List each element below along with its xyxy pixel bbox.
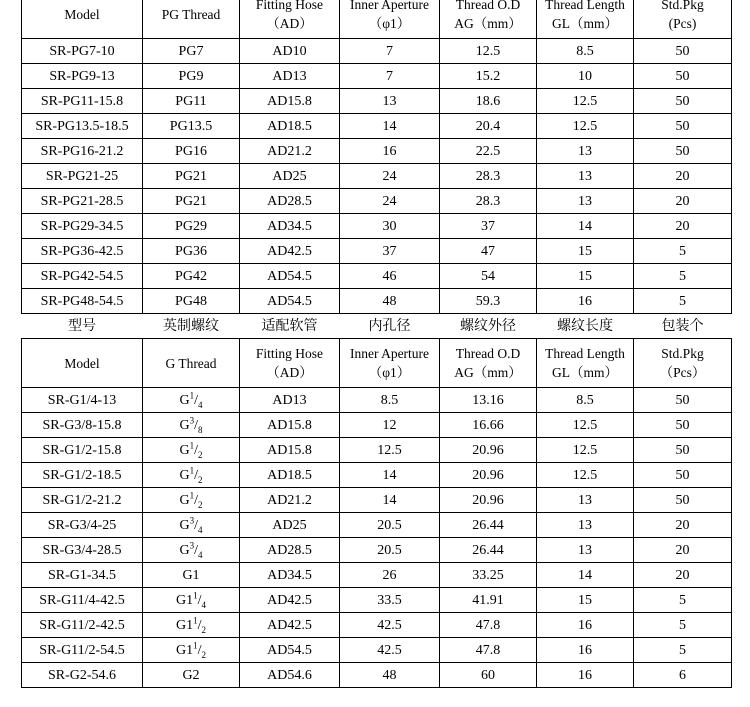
header-cell [634,0,732,39]
inner-aperture-cell: 33.5 [340,588,440,613]
table-cell: SR-PG7-10 [22,39,143,64]
g-thread-denominator: 8 [198,424,203,435]
std-pkg-cell: 50 [634,488,732,513]
header-cell [537,0,634,39]
header-line-2: GL（mm） [552,365,618,380]
thread-od-cell: 47.8 [440,613,537,638]
table-cell: PG7 [143,39,240,64]
header-cell [440,339,537,388]
thread-od-cell: 33.25 [440,563,537,588]
hose-cell: AD54.6 [240,663,340,688]
thread-length-cell: 15 [537,588,634,613]
header-line-1: Thread Length [545,0,625,12]
thread-od-cell: 60 [440,663,537,688]
table-cell: PG29 [143,214,240,239]
g-thread-cell [143,438,240,463]
g-thread-cell [143,488,240,513]
table-row [22,588,732,613]
table-cell: SR-PG9-13 [22,64,143,89]
model-cell: SR-G11/2-54.5 [22,638,143,663]
header-line-1: Fitting Hose [255,346,324,361]
table-cell: 50 [634,114,732,139]
g-thread-base: G [179,542,190,558]
chinese-header-cell: 适配软管 [240,314,340,339]
fraction-slash: / [194,417,198,433]
inner-aperture-cell: 42.5 [340,638,440,663]
table-row [22,438,732,463]
g-thread-base: G [179,392,190,408]
chinese-header-row [22,314,732,339]
g-thread-cell [143,588,240,613]
g-thread-numerator: 1 [193,589,198,600]
g-thread-cell [143,463,240,488]
table-cell: SR-PG42-54.5 [22,264,143,289]
table-cell: PG36 [143,239,240,264]
table-row [22,39,732,64]
table-cell: 24 [340,189,440,214]
g-thread-denominator: 4 [198,399,203,410]
header-line-1: Model [64,6,100,22]
table-row [22,139,732,164]
g-thread-base: G [179,467,190,483]
header-line-2: （φ1） [368,16,411,31]
table-cell: SR-PG11-15.8 [22,89,143,114]
table-cell: 12.5 [537,89,634,114]
table-cell: 30 [340,214,440,239]
model-cell: SR-G3/4-28.5 [22,538,143,563]
table-cell: PG21 [143,164,240,189]
thread-length-cell: 16 [537,638,634,663]
header-line-1: Fitting Hose [255,0,324,12]
header-line-2: （φ1） [368,365,411,380]
std-pkg-cell: 5 [634,613,732,638]
thread-length-cell: 13 [537,538,634,563]
table-cell: SR-PG16-21.2 [22,139,143,164]
table-cell: AD15.8 [240,89,340,114]
table-cell: PG16 [143,139,240,164]
table-row [22,189,732,214]
g-thread-base: G [179,442,190,458]
pg-table-header-row [22,0,732,39]
std-pkg-cell: 50 [634,388,732,413]
g-thread-denominator: 4 [201,599,206,610]
table-row [22,613,732,638]
table-cell: PG13.5 [143,114,240,139]
hose-cell: AD21.2 [240,488,340,513]
header-cell [440,0,537,39]
table-row [22,89,732,114]
table-cell: 15 [537,239,634,264]
table-row [22,264,732,289]
table-cell: PG21 [143,189,240,214]
model-cell: SR-G1-34.5 [22,563,143,588]
table-cell: 37 [340,239,440,264]
g-thread-denominator: 4 [198,524,203,535]
table-cell: 7 [340,64,440,89]
inner-aperture-cell: 12.5 [340,438,440,463]
header-line-1: PG Thread [161,6,221,22]
g-thread-denominator: 4 [198,549,203,560]
table-cell: SR-PG13.5-18.5 [22,114,143,139]
table-row [22,289,732,314]
g-thread-numerator: 1 [189,489,195,500]
table-cell: PG42 [143,264,240,289]
g-thread-cell [143,638,240,663]
g-thread-base: G [179,492,190,508]
std-pkg-cell: 50 [634,463,732,488]
g-thread-numerator: 1 [189,439,195,450]
g-thread-cell [143,563,240,588]
table-row [22,388,732,413]
table-cell: SR-PG29-34.5 [22,214,143,239]
model-cell: SR-G1/2-15.8 [22,438,143,463]
table-cell: 16 [537,289,634,314]
thread-od-cell: 20.96 [440,438,537,463]
header-cell [537,339,634,388]
thread-od-cell: 16.66 [440,413,537,438]
g-thread-numerator: 1 [189,389,195,400]
g-thread-denominator: 2 [198,449,203,460]
model-cell: SR-G2-54.6 [22,663,143,688]
thread-length-cell: 13 [537,488,634,513]
inner-aperture-cell: 48 [340,663,440,688]
hose-cell: AD15.8 [240,413,340,438]
table-cell: AD28.5 [240,189,340,214]
thread-od-cell: 41.91 [440,588,537,613]
table-cell: SR-PG21-28.5 [22,189,143,214]
header-line-1: Std.Pkg [661,0,704,12]
table-cell: SR-PG36-42.5 [22,239,143,264]
inner-aperture-cell: 8.5 [340,388,440,413]
g-thread-cell [143,388,240,413]
thread-od-cell: 20.96 [440,463,537,488]
header-line-2: (Pcs) [668,16,697,31]
std-pkg-cell: 50 [634,413,732,438]
std-pkg-cell: 5 [634,638,732,663]
thread-od-cell: 47.8 [440,638,537,663]
header-line-1: Thread Length [545,346,625,361]
table-row [22,413,732,438]
g-thread-numerator: 1 [193,639,198,650]
fraction-slash: / [194,492,198,508]
header-cell [22,0,143,39]
header-cell [240,339,340,388]
hose-cell: AD15.8 [240,438,340,463]
g-thread-base: G1 [182,567,200,583]
model-cell: SR-G1/4-13 [22,388,143,413]
table-cell: 47 [440,239,537,264]
table-cell: PG48 [143,289,240,314]
table-cell: AD42.5 [240,239,340,264]
table-row [22,538,732,563]
header-line-1: G Thread [165,355,217,371]
g-thread-numerator: 3 [189,514,195,525]
hose-cell: AD34.5 [240,563,340,588]
thread-length-cell: 13 [537,513,634,538]
g-thread-cell [143,613,240,638]
header-line-1: Inner Aperture [349,346,430,361]
chinese-header-cell: 英制螺纹 [143,314,240,339]
header-line-2: （Pcs） [659,365,706,380]
header-line-2: GL（mm） [552,16,618,31]
g-thread-numerator: 3 [189,414,195,425]
header-cell [634,339,732,388]
table-cell: 50 [634,64,732,89]
header-line-1: Thread O.D [455,0,521,12]
table-cell: 50 [634,39,732,64]
header-line-2: （AD） [266,16,313,31]
model-cell: SR-G1/2-18.5 [22,463,143,488]
table-row [22,638,732,663]
header-line-2: （AD） [266,365,313,380]
std-pkg-cell: 50 [634,438,732,463]
table-cell: SR-PG21-25 [22,164,143,189]
fraction-slash: / [194,517,198,533]
g-thread-denominator: 2 [198,474,203,485]
thread-od-cell: 26.44 [440,538,537,563]
table-row [22,488,732,513]
thread-length-cell: 8.5 [537,388,634,413]
table-cell: 16 [340,139,440,164]
table-cell: AD25 [240,164,340,189]
header-line-1: Model [64,355,100,371]
chinese-header-cell: 内孔径 [340,314,440,339]
g-thread-base: G2 [182,667,200,683]
hose-cell: AD42.5 [240,588,340,613]
table-cell: 5 [634,264,732,289]
table-cell: PG11 [143,89,240,114]
table-cell: 14 [340,114,440,139]
table-cell: AD34.5 [240,214,340,239]
inner-aperture-cell: 12 [340,413,440,438]
g-thread-cell [143,538,240,563]
table-cell: 13 [537,189,634,214]
header-line-2: AG（mm） [454,365,522,380]
hose-cell: AD18.5 [240,463,340,488]
thread-length-cell: 16 [537,613,634,638]
std-pkg-cell: 6 [634,663,732,688]
table-cell: 59.3 [440,289,537,314]
g-thread-cell [143,413,240,438]
header-line-1: Inner Aperture [349,0,430,12]
chinese-header-cell: 螺纹长度 [537,314,634,339]
table-cell: 10 [537,64,634,89]
header-cell [340,0,440,39]
g-thread-cell [143,663,240,688]
thread-length-cell: 12.5 [537,413,634,438]
table-cell: SR-PG48-54.5 [22,289,143,314]
model-cell: SR-G11/2-42.5 [22,613,143,638]
header-line-1: Std.Pkg [661,346,704,361]
table-cell: 22.5 [440,139,537,164]
table-cell: 14 [537,214,634,239]
table-cell: 28.3 [440,189,537,214]
g-thread-base: G1 [175,642,194,658]
fraction-slash: / [197,592,202,608]
table-row [22,239,732,264]
header-line-2: AG（mm） [454,16,522,31]
std-pkg-cell: 20 [634,538,732,563]
std-pkg-cell: 5 [634,588,732,613]
g-thread-base: G1 [175,592,194,608]
g-thread-numerator: 1 [189,464,195,475]
g-thread-base: G [179,517,190,533]
chinese-header-cell: 包装个 [634,314,732,339]
table-cell: AD13 [240,64,340,89]
table-cell: 13 [340,89,440,114]
table-cell: 7 [340,39,440,64]
table-row [22,164,732,189]
table-cell: 54 [440,264,537,289]
g-thread-denominator: 2 [201,649,206,660]
table-row [22,114,732,139]
hose-cell: AD42.5 [240,613,340,638]
header-cell [22,339,143,388]
thread-length-cell: 14 [537,563,634,588]
table-cell: 13 [537,164,634,189]
table-cell: 20 [634,164,732,189]
thread-od-cell: 26.44 [440,513,537,538]
fraction-slash: / [197,642,202,658]
fraction-slash: / [194,442,198,458]
table-cell: AD10 [240,39,340,64]
table-cell: PG9 [143,64,240,89]
inner-aperture-cell: 20.5 [340,538,440,563]
table-cell: 12.5 [440,39,537,64]
fraction-slash: / [194,467,198,483]
thread-length-cell: 12.5 [537,438,634,463]
table-row [22,214,732,239]
g-thread-denominator: 2 [198,499,203,510]
table-cell: 20.4 [440,114,537,139]
hose-cell: AD54.5 [240,638,340,663]
model-cell: SR-G3/8-15.8 [22,413,143,438]
header-cell [143,339,240,388]
table-cell: 18.6 [440,89,537,114]
table-cell: 46 [340,264,440,289]
table-cell: 15 [537,264,634,289]
model-cell: SR-G1/2-21.2 [22,488,143,513]
table-cell: 48 [340,289,440,314]
table-cell: 20 [634,214,732,239]
table-cell: 37 [440,214,537,239]
header-cell [340,339,440,388]
chinese-header-cell: 螺纹外径 [440,314,537,339]
g-thread-denominator: 2 [201,624,206,635]
thread-length-cell: 12.5 [537,463,634,488]
table-cell: 50 [634,139,732,164]
table-row [22,663,732,688]
table-cell: AD21.2 [240,139,340,164]
table-row [22,563,732,588]
inner-aperture-cell: 42.5 [340,613,440,638]
header-cell [240,0,340,39]
table-cell: 20 [634,189,732,214]
table-cell: AD54.5 [240,289,340,314]
table-cell: 24 [340,164,440,189]
table-row [22,64,732,89]
std-pkg-cell: 20 [634,513,732,538]
g-thread-base: G1 [175,617,194,633]
spec-table [21,0,732,688]
table-cell: 5 [634,289,732,314]
table-cell: 13 [537,139,634,164]
hose-cell: AD13 [240,388,340,413]
table-cell: 8.5 [537,39,634,64]
g-thread-numerator: 1 [193,614,198,625]
thread-od-cell: 20.96 [440,488,537,513]
table-cell: 50 [634,89,732,114]
table-cell: AD18.5 [240,114,340,139]
table-cell: 28.3 [440,164,537,189]
hose-cell: AD28.5 [240,538,340,563]
chinese-header-cell: 型号 [22,314,143,339]
std-pkg-cell: 20 [634,563,732,588]
fraction-slash: / [194,542,198,558]
thread-length-cell: 16 [537,663,634,688]
hose-cell: AD25 [240,513,340,538]
table-cell: 15.2 [440,64,537,89]
table-row [22,513,732,538]
g-thread-cell [143,513,240,538]
table-cell: AD54.5 [240,264,340,289]
table-cell: 12.5 [537,114,634,139]
table-row [22,463,732,488]
thread-od-cell: 13.16 [440,388,537,413]
g-thread-base: G [179,417,190,433]
header-cell [143,0,240,39]
inner-aperture-cell: 14 [340,463,440,488]
inner-aperture-cell: 20.5 [340,513,440,538]
g-table-header-row [22,339,732,388]
table-cell: 5 [634,239,732,264]
header-line-1: Thread O.D [455,346,521,361]
g-thread-numerator: 3 [189,539,195,550]
fraction-slash: / [194,392,198,408]
fraction-slash: / [197,617,202,633]
inner-aperture-cell: 14 [340,488,440,513]
model-cell: SR-G3/4-25 [22,513,143,538]
model-cell: SR-G11/4-42.5 [22,588,143,613]
inner-aperture-cell: 26 [340,563,440,588]
